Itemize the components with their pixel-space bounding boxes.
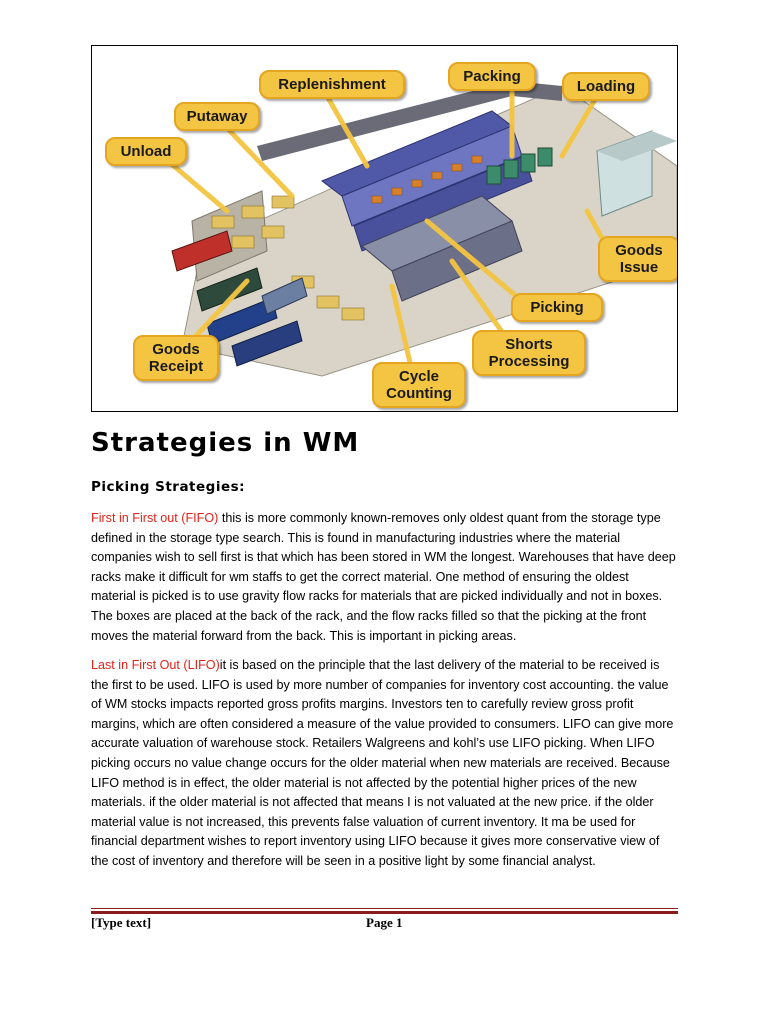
callout-shorts-processing: Shorts Processing xyxy=(472,330,586,376)
callout-cycle-counting: Cycle Counting xyxy=(372,362,466,408)
fifo-paragraph xyxy=(91,509,677,646)
callout-goods-receipt: Goods Receipt xyxy=(133,335,219,381)
callout-putaway: Putaway xyxy=(174,102,260,131)
footer-rule-thick xyxy=(91,911,678,914)
callout-loading: Loading xyxy=(562,72,650,101)
lifo-text: it is based on the principle that the last delivery of the material to be received is the first to be used. LIFO is used by more number of companies for inventory cost accounting. the value of WM stocks impacts reported gross profits margins. Investors ten to carefully review gross profit margins, which are often considered a measure of the value provided to consumers. LIFO can give more accurate valuation of warehouse stock. Retailers Walgreens and kohl’s use LIFO picking. When LIFO picking occurs no value change occurs for the older material when new materials are received. Because LIFO method is in effect, the older material is not affected by the potential higher prices of the new materials. if the older material is not affected that means I is not valuated at the new price. if the older material value is not increased, this prevents false valuation of current inventory. It ma be used for financial department wishes to report inventory using LIFO because it gives more conservative view of the cost of inventory and therefore will be seen in a positive light by some financial analyst. xyxy=(91,658,674,868)
warehouse-illustration xyxy=(91,45,678,412)
callout-unload: Unload xyxy=(105,137,187,166)
callout-replenishment: Replenishment xyxy=(259,70,405,99)
page-number: Page 1 xyxy=(366,915,403,930)
section-heading: Picking Strategies: xyxy=(91,479,246,495)
page-title: Strategies in WM xyxy=(91,428,360,458)
callout-packing: Packing xyxy=(448,62,536,91)
lifo-term: Last in First Out (LIFO) xyxy=(91,658,220,672)
callout-picking: Picking xyxy=(511,293,603,322)
footer-rule-thin xyxy=(91,908,678,909)
lifo-paragraph xyxy=(91,656,677,872)
footer-placeholder-text: [Type text] xyxy=(91,915,152,930)
fifo-text: this is more commonly known-removes only oldest quant from the storage type defined in the storage type search. This is found in manufacturing industries where the material companies wish to sell first is that which has been stored in WM the longest. Warehouses that have deep racks make it difficult for wm staffs to get the correct material. One method of ensuring the oldest material is picked is to use gravity flow racks for materials that are picked individually and not in boxes. The boxes are placed at the back of the rack, and the flow racks filled so that the picking at the front moves the material forward from the back. This is important in picking areas. xyxy=(91,511,676,643)
callout-goods-issue: Goods Issue xyxy=(598,236,678,282)
fifo-term: First in First out (FIFO) xyxy=(91,511,219,525)
